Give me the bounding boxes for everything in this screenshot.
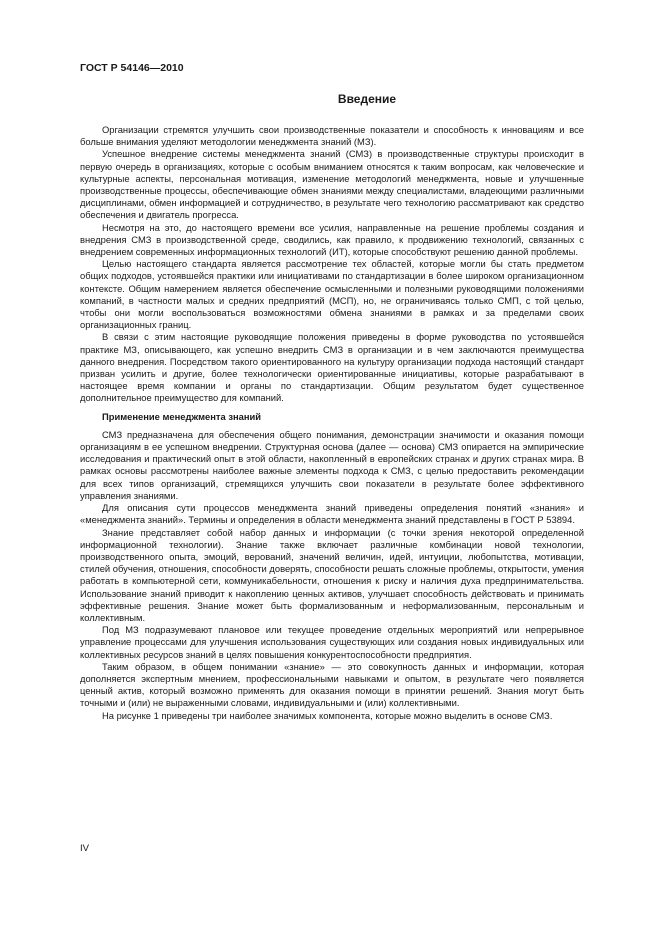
intro-paragraph-2: Успешное внедрение системы менеджмента знаний (СМЗ) в производственные структуры происходит в первую очередь в организациях, которые с особым вниманием относятся к таким вопросам, как человеческие и культурные аспекты, персональная мотивация, изменение методологий менеджмента, новые и улучшенные производственные процессы, обеспечивающие обмен знаниями между специалистами, владеющими различными дисциплинами, обмен информацией и сотрудничество, в результате чего технологию рассматривают как средство обеспечения и двигатель прогресса.	[80, 148, 584, 221]
section-paragraph-5: Таким образом, в общем понимании «знание» — это совокупность данных и информации, которая дополняется экспертным мнением, профессиональными навыками и опытом, в результате чего появляется ценный актив, который возможно применять для оказания помощи в принятии решений. Знания могут быть точными и (или) не выраженными словами, индивидуальными и (или) коллективными.	[80, 660, 584, 709]
section-paragraph-2: Для описания сути процессов менеджмента знаний приведены определения понятий «знания» и «менеджмента знаний». Термины и определения в области менеджмента знаний представлены в ГОСТ Р 53894.	[80, 502, 584, 526]
intro-paragraph-4: Целью настоящего стандарта является рассмотрение тех областей, которые могли бы стать предметом общих подходов, устоявшейся практики или инициативами по стандартизации в более широком организационном контексте. Общим намерением является обеспечение осмысленными и полезными руководящими положениями компаний, в частности малых и средних предприятий (МСП), но, не ограничиваясь только СМП, с той целью, чтобы они могли воспользоваться возможностями обмена знаниями в рамках и за пределами своих организационных границ.	[80, 258, 584, 331]
intro-paragraph-5: В связи с этим настоящие руководящие положения приведены в форме руководства по устоявшейся практике МЗ, описывающего, как успешно внедрить СМЗ в организации и в чем заключаются преимущества данного внедрения. Посредством такого ориентированного на культуру организации подхода настоящий стандарт призван усилить и другие, более технологически ориентированные инициативы, которые разрабатывают в настоящее время компании и органы по стандартизации. Общим результатом будет существенное дополнительное преимущество для компаний.	[80, 331, 584, 404]
intro-paragraph-3: Несмотря на это, до настоящего времени все усилия, направленные на решение проблемы создания и внедрения СМЗ в производственной среде, сводились, как правило, к продвижению технологий, связанных с внедрением современных информационных технологий (ИТ), которые способствуют решению данной проблемы.	[80, 221, 584, 258]
section-title	[80, 92, 584, 106]
page-number: IV	[80, 843, 90, 854]
section-title-text: Введение	[337, 92, 397, 106]
document-code-header: ГОСТ Р 54146—2010	[80, 62, 184, 74]
section-paragraph-1: СМЗ предназначена для обеспечения общего понимания, демонстрации значимости и оказания помощи организациям в ее успешном внедрении. Структурная основа (далее — основа) СМЗ опирается на эмпирические исследования и практический опыт в этой области, накопленный в европейских странах и других странах мира. В рамках основы рассмотрены наиболее важные элементы подхода к СМЗ, с целью предоставить рекомендации для всех типов организаций, стремящихся улучшить свои показатели в результате более эффективного управления знаниями.	[80, 428, 584, 501]
document-body	[80, 124, 584, 722]
section-paragraph-3: Знание представляет собой набор данных и информации (с точки зрения некоторой определенной информационной технологии). Знание также включает различные комбинации новой технологии, производственного опыта, эмоций, верований, значений величин, идей, интуиции, любопытства, мотивации, стилей обучения, отношения, способности доверять, способности решать сложные проблемы, открытости, умения работать в компьютерной сети, коммуникабельности, отношения к риску и наличия духа предпринимательства. Использование знаний приводит к накоплению ценных активов, улучшает способность действовать и принимать эффективные решения. Знание может быть формализованным и неформализованным, персональным и коллективным.	[80, 526, 584, 623]
section-paragraph-4: Под МЗ подразумевают плановое или текущее проведение отдельных мероприятий или непрерывное управление процессами для улучшения использования существующих или создания новых индивидуальных или коллективных ресурсов знаний в целях повышения конкурентоспособности предприятия.	[80, 624, 584, 660]
subsection-heading: Применение менеджмента знаний	[102, 410, 262, 422]
intro-paragraph-1: Организации стремятся улучшить свои производственные показатели и способность к инновациям и все больше внимания уделяют методологии менеджмента знаний (МЗ).	[80, 124, 584, 148]
section-paragraph-6: На рисунке 1 приведены три наиболее значимых компонента, которые можно выделить в основе СМЗ.	[102, 709, 553, 721]
